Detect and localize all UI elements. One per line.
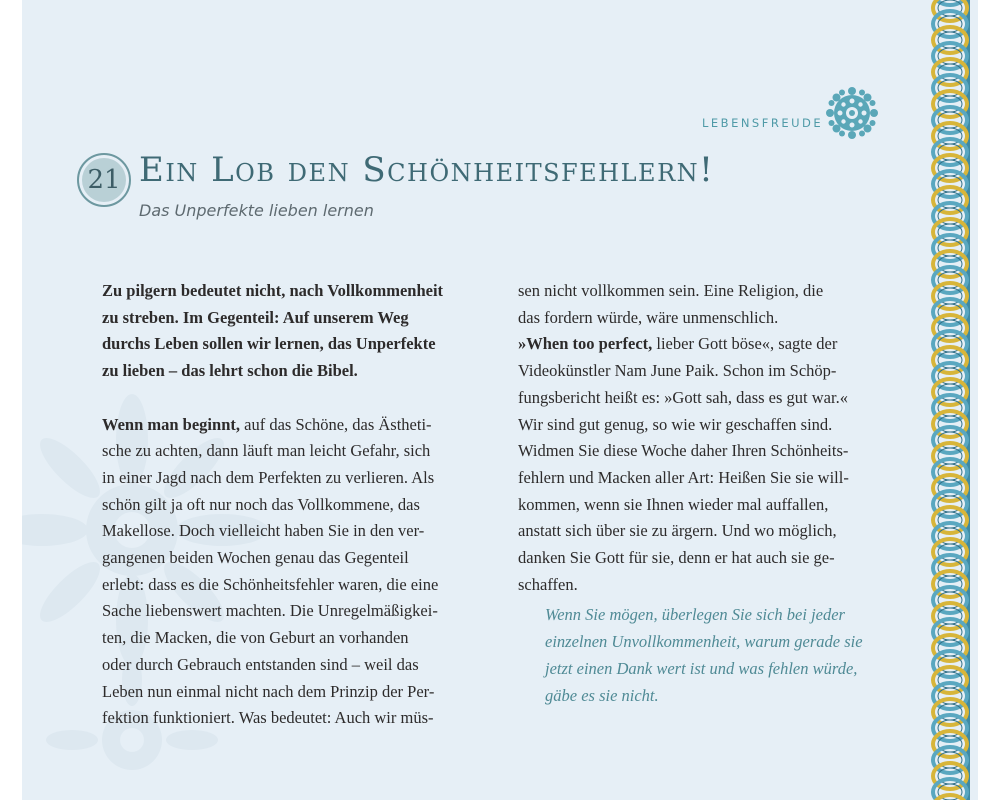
note-line: jetzt einen Dank wert ist und was fehlen würde, <box>545 658 858 678</box>
text-line: sche zu achten, dann läuft man leicht Gefahr, sich <box>102 441 431 461</box>
text-line: schön gilt ja oft nur noch das Vollkommene, das <box>102 494 420 514</box>
text-line: durchs Leben sollen wir lernen, das Unperfekte <box>102 334 436 354</box>
intro-paragraph <box>102 278 502 385</box>
quote-lead-phrase: »When too perfect, <box>518 334 653 354</box>
text-line: schaffen. <box>518 574 578 594</box>
text-line: oder durch Gebrauch entstanden sind – weil das <box>102 654 419 674</box>
note-line: gäbe es sie nicht. <box>545 685 659 705</box>
text-line: das fordern würde, wäre unmenschlich. <box>518 307 779 327</box>
chain-border-ornament <box>928 0 978 800</box>
note-line: einzelnen Unvollkommenheit, warum gerade sie <box>545 632 863 652</box>
text-line: Widmen Sie diese Woche daher Ihren Schönheits- <box>518 441 849 461</box>
text-line: danken Sie Gott für sie, denn er hat auch sie ge- <box>518 548 835 568</box>
chapter-title: Ein Lob den Schönheitsfehlern! <box>139 150 715 190</box>
text-column-right <box>518 278 898 709</box>
text-line: ten, die Macken, die von Geburt an vorhanden <box>102 628 409 648</box>
chapter-number: 21 <box>87 165 121 195</box>
body-lead-phrase: Wenn man beginnt, <box>102 414 240 434</box>
rosette-ornament-icon <box>825 86 879 140</box>
text-line: in einer Jagd nach dem Perfekten zu verlieren. Als <box>102 467 435 487</box>
reflection-note <box>545 602 898 709</box>
text-line: zu lieben – das lehrt schon die Bibel. <box>102 361 358 381</box>
book-page <box>22 0 928 800</box>
body-paragraph <box>102 412 502 732</box>
text-line: fehlern und Macken aller Art: Heißen Sie sie will- <box>518 467 849 487</box>
text-line: »When too perfect, lieber Gott böse«, sagte der <box>518 334 838 354</box>
text-line: fungsbericht heißt es: »Gott sah, dass es gut war.« <box>518 387 848 407</box>
text-line: Wir sind gut genug, so wie wir geschaffen sind. <box>518 414 833 434</box>
text-line: Videokünstler Nam June Paik. Schon im Schöp- <box>518 361 837 381</box>
text-line: sen nicht vollkommen sein. Eine Religion, die <box>518 281 824 300</box>
text-line: erlebt: dass es die Schönheitsfehler waren, die eine <box>102 574 439 594</box>
chapter-subtitle: Das Unperfekte lieben lernen <box>139 201 374 220</box>
text-line: Wenn man beginnt, auf das Schöne, das Ästheti- <box>102 414 432 434</box>
note-line: Wenn Sie mögen, überlegen Sie sich bei jeder <box>545 605 845 625</box>
section-label: LEBENSFREUDE <box>702 116 824 130</box>
text-line: kommen, wenn sie Ihnen wieder mal auffallen, <box>518 494 829 514</box>
text-line: zu streben. Im Gegenteil: Auf unserem Weg <box>102 307 409 327</box>
text-line: Makellose. Doch vielleicht haben Sie in den ver- <box>102 521 425 541</box>
text-line: Sache liebenswert machten. Die Unregelmäßigkei- <box>102 601 438 621</box>
text-line: gangenen beiden Wochen genau das Gegenteil <box>102 548 409 568</box>
chapter-number-badge <box>77 153 131 207</box>
text-line: fektion funktioniert. Was bedeutet: Auch wir müs- <box>102 708 434 728</box>
text-column-left <box>102 278 502 732</box>
text-line: Zu pilgern bedeutet nicht, nach Vollkommenheit <box>102 281 444 300</box>
text-line: Leben nun einmal nicht nach dem Prinzip der Per- <box>102 681 435 701</box>
text-line: anstatt sich über sie zu ärgern. Und wo möglich, <box>518 521 837 541</box>
